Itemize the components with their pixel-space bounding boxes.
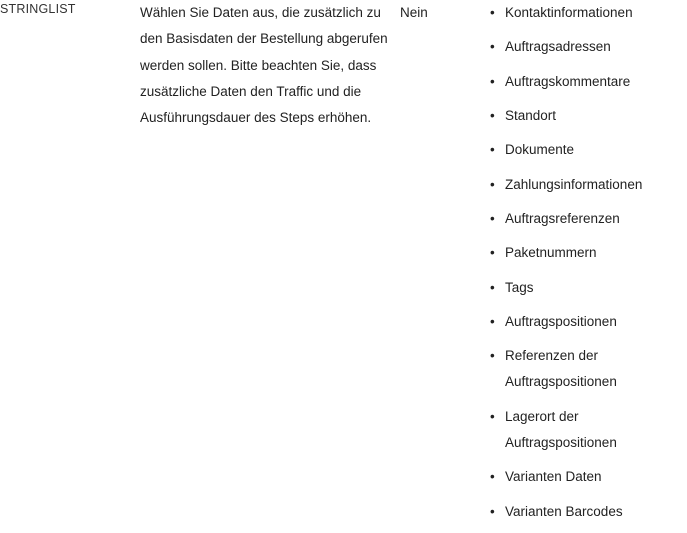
list-item: • Varianten Barcodes: [490, 499, 687, 525]
parameter-required: Nein: [400, 5, 428, 20]
list-item: • Auftragskommentare: [490, 69, 687, 95]
value-list: [490, 0, 687, 525]
list-item: • Dokumente: [490, 137, 687, 163]
list-item: • Auftragsreferenzen: [490, 206, 687, 232]
parameter-description: Wählen Sie Daten aus, die zusätzlich zu den Basisdaten der Bestellung abgerufen werden sollen. Bitte beachten Sie, dass zusätzliche Daten den Traffic und die Ausführungsdauer des Steps erhöhen.: [140, 5, 388, 126]
list-item: • Referenzen der Auftragspositionen: [490, 343, 687, 396]
list-item: • Standort: [490, 103, 687, 129]
parameter-type: STRINGLIST: [0, 2, 76, 16]
list-item: • Auftragsadressen: [490, 34, 687, 60]
list-item: • Lagerort der Auftragspositionen: [490, 404, 687, 457]
cell-values: [490, 0, 687, 533]
cell-required: [400, 0, 490, 533]
list-item: • Paketnummern: [490, 240, 687, 266]
list-item: • Auftragspositionen: [490, 309, 687, 335]
list-item: • Varianten Daten: [490, 464, 687, 490]
cell-description: [140, 0, 400, 533]
list-item: • Zahlungsinformationen: [490, 172, 687, 198]
list-item: • Kontaktinformationen: [490, 0, 687, 26]
cell-type: [0, 0, 140, 533]
list-item: • Tags: [490, 275, 687, 301]
